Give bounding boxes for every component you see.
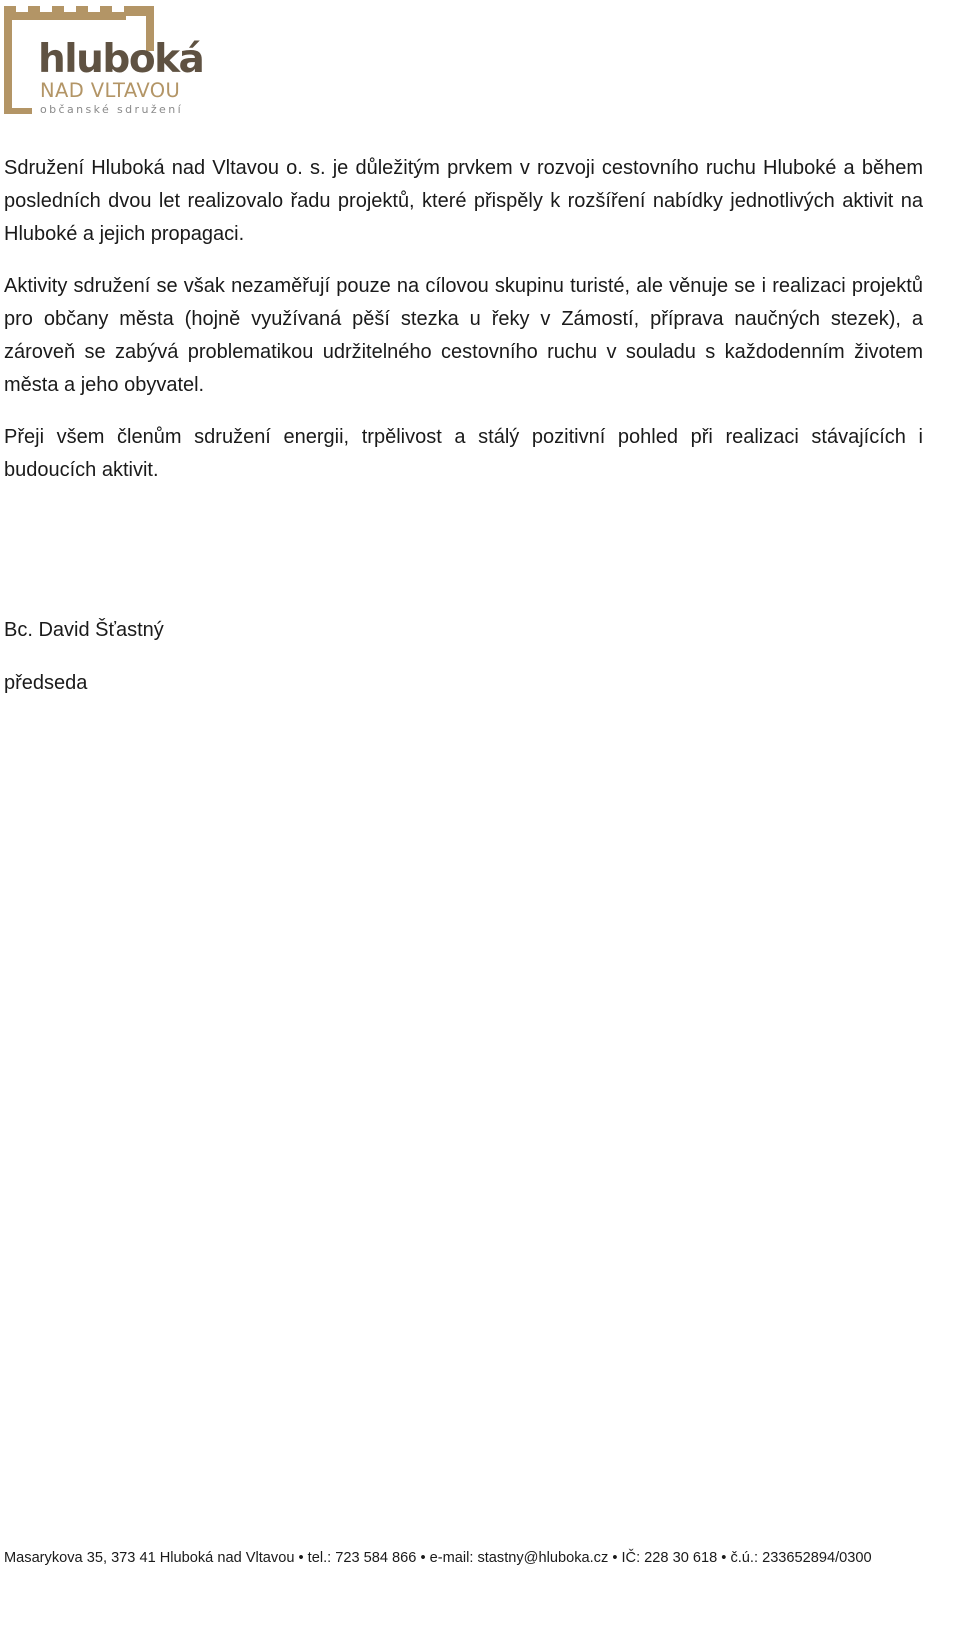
signatory-name: Bc. David Šťastný [4, 619, 164, 641]
logo-subtitle: NAD VLTAVOU [40, 79, 181, 102]
paragraph-2: Aktivity sdružení se však nezaměřují pouze na cílovou skupinu turisté, ale věnuje se i realizaci projektů pro občany města (hojně využívaná pěší stezka u řeky v Zámostí, příprava naučných stezek), a zároveň se zabývá problematikou udržitelného cestovního ruchu v souladu s každodenním životem města a jeho obyvatel. [4, 275, 923, 396]
logo-caption: občanské sdružení [40, 103, 184, 116]
association-logo [4, 6, 204, 114]
signatory-role: předseda [4, 672, 88, 694]
letter-body [4, 152, 923, 506]
contact-footer: Masarykova 35, 373 41 Hluboká nad Vltavou • tel.: 723 584 866 • e-mail: stastny@hluboka.cz • IČ: 228 30 618 • č.ú.: 233652894/0300 [4, 1550, 872, 1566]
paragraph-3: Přeji všem členům sdružení energii, trpělivost a stálý pozitivní pohled při realizaci stávajících i budoucích aktivit. [4, 426, 923, 481]
logo-name: hluboká [38, 37, 204, 82]
paragraph-1: Sdružení Hluboká nad Vltavou o. s. je důležitým prvkem v rozvoji cestovního ruchu Hluboké a během posledních dvou let realizovalo řadu projektů, které přispěly k rozšíření nabídky jednotlivých aktivit na Hluboké a jejich propagaci. [4, 157, 923, 245]
